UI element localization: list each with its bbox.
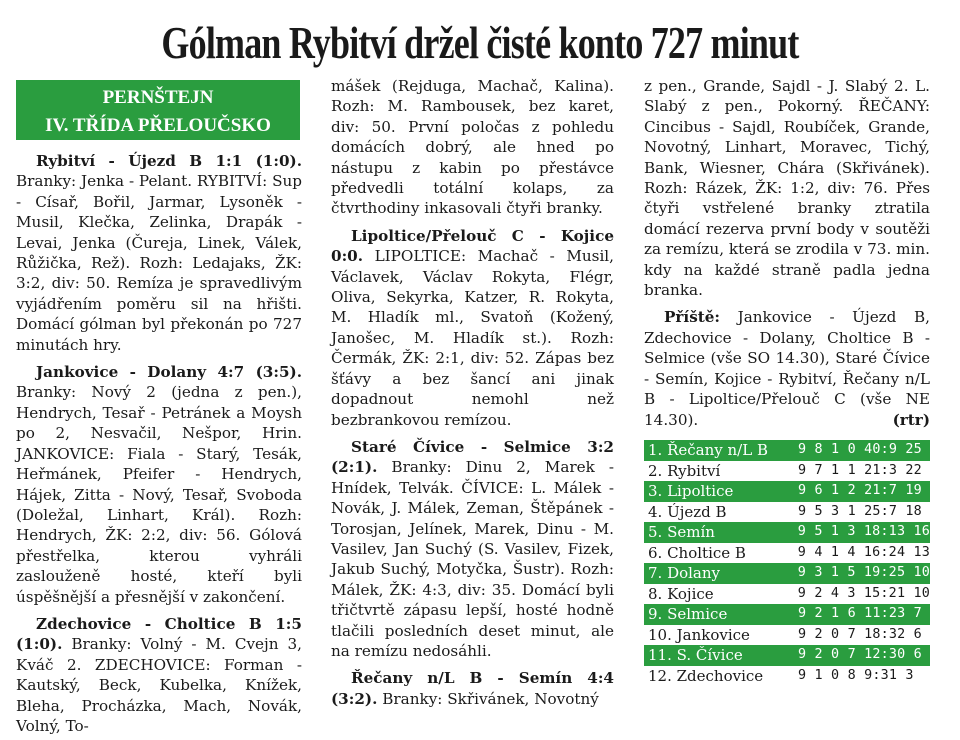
article-column-1 — [16, 151, 302, 736]
team-stats: 9 4 1 4 16:24 13 — [797, 544, 930, 560]
team-name: 8. Kojice — [648, 584, 714, 603]
team-name: 12. Zdechovice — [648, 666, 764, 685]
team-stats: 9 2 0 7 12:30 6 — [798, 647, 922, 662]
paragraph-text: Branky: Nový 2 (jedna z pen.), Hendrych, Tesař - Petránek a Moysh po 2, Nesvačil, Nešpor, Hrin. JANKOVICE: Fiala - Starý, Tesák, Heřmánek, Pfeifer - Hendrych, Hájek, Zitta - Nový, Tesař, Svoboda (Doležal, Linhart, Král). Rozh: Hendrych, ŽK: 2:2, div: 56. Gólová přestřelka, kterou vyhráli zaslouženě hosté, kteří byli úspěšnější a přesnější v zakončení. — [16, 383, 302, 606]
article-paragraph — [331, 226, 614, 430]
section-banner — [16, 80, 300, 140]
paragraph-text: Branky: Jenka - Pelant. RYBITVÍ: Sup - Císař, Bořil, Jarmar, Lysoněk - Musil, Klečka, Zelinka, Drapák - Levai, Jenka (Čureja, Linek, Válek, Růžička, Rež). Rozh: Ledajaks, ŽK: 3:2, div: 50. Remíza je spravedlivým vyjádřením poměru sil na hřišti. Domácí gólman byl překonán po 727 minutách hry. — [16, 172, 302, 354]
table-row — [644, 625, 930, 646]
match-heading: Staré Čívice - Selmice 3:2 (2:1). — [331, 437, 614, 477]
article-column-3 — [644, 76, 930, 430]
article-paragraph — [16, 362, 302, 607]
team-name: 11. S. Čívice — [648, 646, 743, 664]
table-row — [644, 543, 930, 564]
team-stats: 9 7 1 1 21:3 22 — [798, 462, 922, 478]
table-row — [644, 563, 930, 584]
table-row — [644, 666, 930, 687]
team-stats: 9 8 1 0 40:9 25 — [798, 442, 922, 457]
paragraph-text: Branky: Volný - M. Cvejn 3, Kváč 2. ZDECHOVICE: Forman - Kautský, Beck, Kubelka, Knížek, Bleha, Procházka, Mach, Novák, Volný, To- — [16, 635, 302, 735]
article-paragraph — [644, 76, 930, 300]
headline: Gólman Rybitví držel čisté konto 727 minut — [161, 18, 799, 68]
match-heading: Rybitví - Újezd B 1:1 (1:0). — [36, 152, 302, 170]
paragraph-text: Branky: Dinu 2, Marek - Hnídek, Telvák. ČÍVICE: L. Málek - Novák, J. Málek, Zeman, Štěpánek - Torosjan, Jelínek, Marek, Dinu - M. Vasilev, Jan Suchý (S. Vasilev, Fizek, Jakub Suchý, Motyčka, Šustr). Rozh: Málek, ŽK: 4:3, div: 35. Domácí byli třičtvrtě zápasu lepší, hosté hodně tlačili posledních deset minut, ale na remízu nedosáhli. — [331, 458, 614, 660]
table-row — [644, 440, 930, 461]
article-paragraph — [644, 307, 930, 429]
banner-line-2: IV. TŘÍDA PŘELOUČSKO — [45, 115, 271, 136]
article-paragraph — [16, 151, 302, 355]
match-heading: Zdechovice - Choltice B 1:5 (1:0). — [16, 614, 302, 654]
paragraph-text: z pen., Grande, Sajdl - J. Slabý 2. L. Slabý z pen., Pokorný. ŘEČANY: Cincibus - Sajdl, Roubíček, Grande, Novotný, Linhart, Moravec, Tichý, Bank, Wiesner, Chára (Skřivánek). Rozh: Rázek, ŽK: 1:2, div: 76. Přes čtyři vstřelené branky ztratila domácí rezerva první body v soutěži za remízu, která se zrodila v 73. min. kdy na každé straně padla jedna branka. — [644, 77, 930, 300]
table-row — [644, 502, 930, 523]
byline: (rtr) — [892, 410, 930, 429]
article-paragraph — [331, 668, 614, 709]
table-row — [644, 461, 930, 482]
team-name: 3. Lipoltice — [648, 482, 734, 500]
article-paragraph — [16, 614, 302, 736]
table-row — [644, 481, 930, 502]
paragraph-text: LIPOLTICE: Machač - Musil, Václavek, Václav Rokyta, Flégr, Oliva, Sekyrka, Katzer, R. Rokyta, M. Hladík ml., Svatoň (Kožený, Janošec, M. Hladík st.). Rozh: Čermák, ŽK: 2:1, div: 52. Zápas bez šťávy a bez šancí ani jinak dopadnout nemohl než bezbrankovou remízou. — [331, 247, 614, 429]
banner-line-1: PERNŠTEJN — [102, 87, 214, 108]
team-stats: 9 2 1 6 11:23 7 — [798, 606, 922, 621]
article-column-2 — [331, 76, 614, 709]
team-stats: 9 5 1 3 18:13 16 — [797, 524, 930, 539]
team-name: 6. Choltice B — [648, 543, 746, 562]
team-name: 2. Rybitví — [648, 461, 721, 480]
table-row — [644, 604, 930, 625]
team-name: 5. Semín — [648, 523, 715, 541]
paragraph-text: mášek (Rejduga, Machač, Kalina). Rozh: M. Rambousek, bez karet, div: 50. První poločas z pohledu domácích dobrý, ale hned po nástupu z kabin po přestávce předvedli totální kolaps, za čtvrthodiny inkasovali čtyři branky. — [331, 77, 614, 218]
table-row — [644, 522, 930, 543]
team-stats: 9 5 3 1 25:7 18 — [798, 503, 922, 519]
team-stats: 9 3 1 5 19:25 10 — [797, 565, 930, 580]
team-stats: 9 2 0 7 18:32 6 — [798, 626, 922, 642]
team-name: 7. Dolany — [648, 564, 721, 582]
table-row — [644, 584, 930, 605]
article-paragraph — [331, 76, 614, 219]
paragraph-text: Branky: Skřivánek, Novotný — [377, 689, 599, 708]
team-name: 10. Jankovice — [648, 625, 750, 644]
match-heading: Jankovice - Dolany 4:7 (3:5). — [36, 363, 302, 382]
match-heading: Lipoltice/Přelouč C - Kojice 0:0. — [331, 226, 614, 266]
team-stats: 9 2 4 3 15:21 10 — [797, 585, 930, 601]
standings-table — [644, 440, 930, 686]
team-name: 9. Selmice — [648, 605, 728, 623]
article-paragraph — [331, 437, 614, 661]
match-heading: Řečany n/L B - Semín 4:4 (3:2). — [331, 669, 614, 708]
team-name: 4. Újezd B — [648, 502, 727, 521]
paragraph-text: Jankovice - Újezd B, Zdechovice - Dolany, Choltice B - Selmice (vše SO 14.30), Staré Čívice - Semín, Kojice - Rybitví, Řečany n/L B - Lipoltice/Přelouč C (vše NE 14.30). — [644, 308, 930, 429]
match-heading: Příště: — [664, 308, 721, 327]
table-row — [644, 645, 930, 666]
team-stats: 9 1 0 8 9:31 3 — [798, 667, 914, 683]
team-stats: 9 6 1 2 21:7 19 — [798, 483, 922, 498]
team-name: 1. Řečany n/L B — [648, 441, 768, 459]
